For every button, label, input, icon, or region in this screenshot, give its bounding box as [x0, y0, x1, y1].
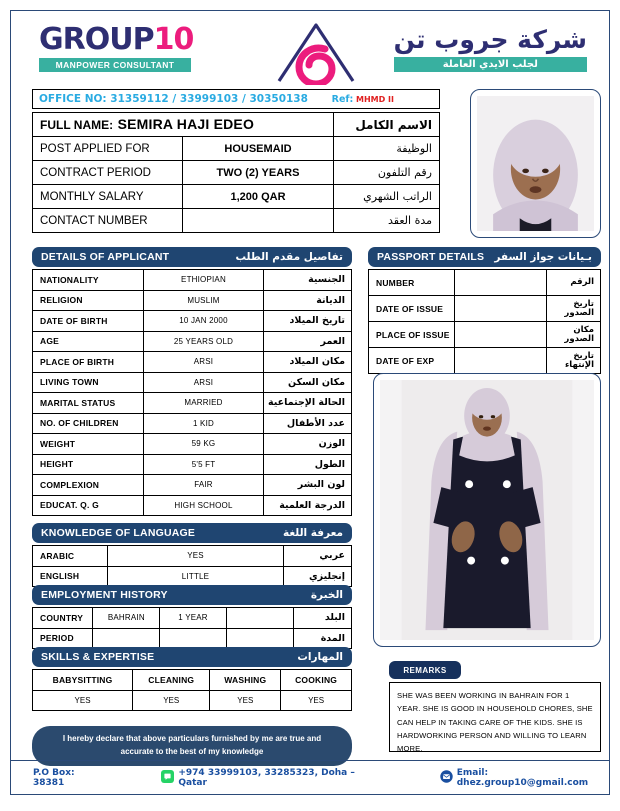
remarks-text: SHE WAS BEEN WORKING IN BAHRAIN FOR 1 YEAR. SHE IS GOOD IN HOUSEHOLD CHORES, SHE CAN HELP IN TAKING CARE OF THE KIDS. SHE IS HARDWORKING PERSON AND WILLING TO LEARN MORE.: [389, 682, 601, 752]
house-swirl-logo-icon: [273, 19, 359, 90]
language-table: [32, 545, 352, 587]
section-title-en: SKILLS & EXPERTISE: [41, 651, 155, 663]
row-label: NO. OF CHILDREN: [33, 413, 144, 434]
email-text: Email: dhez.group10@gmail.com: [456, 767, 589, 788]
row-arabic: عدد الأطفال: [264, 413, 352, 434]
row-value-3: [226, 628, 293, 649]
cv-sheet: [10, 10, 610, 795]
skills-table: [32, 669, 352, 711]
footer-phone: [161, 768, 369, 788]
row-arabic: الديانة: [264, 290, 352, 311]
table-row: [369, 322, 601, 348]
logo-group-text: GROUP: [39, 22, 154, 57]
row-label: POST APPLIED FOR: [33, 137, 183, 161]
table-row: [33, 311, 352, 332]
footer-email: [440, 768, 609, 788]
row-label: NATIONALITY: [33, 270, 144, 291]
row-value: 59 KG: [144, 434, 264, 455]
row-value-2: 1 YEAR: [160, 608, 227, 629]
section-title-ar: معرفة اللغة: [283, 527, 343, 539]
row-arabic: مكان الصدور: [547, 322, 601, 348]
section-title-en: DETAILS OF APPLICANT: [41, 251, 170, 263]
row-label: DATE OF BIRTH: [33, 311, 144, 332]
applicant-details-table: [32, 269, 352, 516]
table-row: [33, 209, 440, 233]
row-arabic: الوظيفة: [334, 137, 440, 161]
applicant-details-section: [32, 247, 352, 516]
row-value-1: BAHRAIN: [93, 608, 160, 629]
row-value-1: [93, 628, 160, 649]
remarks-section: [389, 661, 601, 752]
skill-header: COOKING: [281, 670, 352, 691]
table-row: [33, 113, 440, 137]
row-arabic: لون البشر: [264, 475, 352, 496]
document-footer: [11, 760, 609, 794]
row-value: 5'5 FT: [144, 454, 264, 475]
row-value: HOUSEMAID: [183, 137, 334, 161]
table-row: [33, 393, 352, 414]
table-row: [33, 413, 352, 434]
section-title-ar: بـيانات جواز السفر: [494, 251, 592, 263]
whatsapp-icon: [161, 770, 174, 786]
table-row: [33, 690, 352, 711]
row-arabic: مكان الميلاد: [264, 352, 352, 373]
row-label: CONTACT NUMBER: [33, 209, 183, 233]
table-row: [33, 628, 352, 649]
row-label: PLACE OF BIRTH: [33, 352, 144, 373]
row-label: COUNTRY: [33, 608, 93, 629]
table-row: [33, 372, 352, 393]
row-value: ARSI: [144, 372, 264, 393]
row-value: [455, 296, 547, 322]
headshot-photo: [477, 96, 594, 231]
table-row: [33, 454, 352, 475]
section-title-en: PASSPORT DETAILS: [377, 251, 485, 263]
row-arabic: إنجليزي: [284, 566, 352, 587]
table-row: [369, 296, 601, 322]
row-value-3: [226, 608, 293, 629]
section-title-ar: الخبرة: [310, 589, 343, 601]
reference-label: Ref:: [331, 93, 354, 105]
table-row: [369, 348, 601, 374]
row-arabic: الراتب الشهري: [334, 185, 440, 209]
row-value: 25 YEARS OLD: [144, 331, 264, 352]
employment-history-section: [32, 585, 352, 649]
logo-tagline: MANPOWER CONSULTANT: [39, 58, 191, 72]
row-value: [455, 322, 547, 348]
footer-pobox: [33, 768, 103, 788]
table-row: [33, 434, 352, 455]
skill-value: YES: [210, 690, 281, 711]
reference-value: MHMD II: [356, 94, 394, 104]
row-arabic: الدرجة العلمية: [264, 495, 352, 516]
office-number-bar: [32, 89, 440, 109]
row-label: DATE OF EXP: [369, 348, 455, 374]
row-label: CONTRACT PERIOD: [33, 161, 183, 185]
row-label: COMPLEXION: [33, 475, 144, 496]
row-label: RELIGION: [33, 290, 144, 311]
row-label: HEIGHT: [33, 454, 144, 475]
table-row: [33, 546, 352, 567]
skill-value: YES: [133, 690, 210, 711]
arabic-company-subtitle: لجلب الايدي العاملة: [394, 57, 587, 72]
phone-text: +974 33999103, 33285323, Doha – Qatar: [178, 767, 355, 788]
row-value: TWO (2) YEARS: [183, 161, 334, 185]
section-header-employment: [32, 585, 352, 605]
row-arabic: الحالة الإجتماعية: [264, 393, 352, 414]
row-value-2: [160, 628, 227, 649]
table-row: [33, 608, 352, 629]
language-section: [32, 523, 352, 587]
table-row: [33, 670, 352, 691]
row-value: [455, 270, 547, 296]
section-title-en: EMPLOYMENT HISTORY: [41, 589, 168, 601]
table-row: [33, 331, 352, 352]
row-value: LITTLE: [108, 566, 284, 587]
row-arabic: الطول: [264, 454, 352, 475]
fullbody-photo-frame: [373, 373, 601, 647]
row-label: DATE OF ISSUE: [369, 296, 455, 322]
applicant-summary-table: [32, 112, 440, 233]
row-value: 1 KID: [144, 413, 264, 434]
section-title-ar: المهارات: [297, 651, 343, 663]
table-row: [369, 270, 601, 296]
row-arabic: تاريخ الإنتهاء: [547, 348, 601, 374]
row-arabic: المدة: [293, 628, 351, 649]
table-row: [33, 161, 440, 185]
office-number-text: OFFICE NO: 31359112 / 33999103 / 30350138: [39, 93, 308, 105]
row-value: [455, 348, 547, 374]
fullbody-photo: [380, 380, 594, 640]
skill-header: WASHING: [210, 670, 281, 691]
table-row: [33, 495, 352, 516]
skill-value: YES: [281, 690, 352, 711]
row-arabic: مدة العقد: [334, 209, 440, 233]
row-arabic: الجنسية: [264, 270, 352, 291]
reference-block: [332, 94, 439, 105]
row-label: MARITAL STATUS: [33, 393, 144, 414]
table-row: [33, 185, 440, 209]
row-label: EDUCAT. Q. G: [33, 495, 144, 516]
email-icon: [440, 770, 453, 786]
arabic-company-title: شركة جروب تن: [393, 25, 587, 54]
employment-table: [32, 607, 352, 649]
row-label: NUMBER: [369, 270, 455, 296]
section-header-skills: [32, 647, 352, 667]
row-value: HIGH SCHOOL: [144, 495, 264, 516]
skills-section: [32, 647, 352, 711]
passport-details-section: [368, 247, 601, 374]
section-title-ar: تفاصيل مقدم الطلب: [235, 251, 343, 263]
row-label: WEIGHT: [33, 434, 144, 455]
row-label: PLACE OF ISSUE: [369, 322, 455, 348]
row-arabic: مكان السكن: [264, 372, 352, 393]
row-arabic: رقم التلفون: [334, 161, 440, 185]
row-label: MONTHLY SALARY: [33, 185, 183, 209]
row-arabic: الوزن: [264, 434, 352, 455]
logo-ten-text: 10: [153, 22, 194, 57]
section-header-passport: [368, 247, 601, 267]
row-arabic: عربي: [284, 546, 352, 567]
table-row: [33, 290, 352, 311]
skill-value: YES: [33, 690, 133, 711]
table-row: [33, 566, 352, 587]
row-arabic: تاريخ الصدور: [547, 296, 601, 322]
passport-table: [368, 269, 601, 374]
headshot-photo-frame: [470, 89, 601, 238]
table-row: [33, 352, 352, 373]
row-value: [183, 209, 334, 233]
remarks-tag: REMARKS: [389, 661, 461, 679]
row-arabic: البلد: [293, 608, 351, 629]
skill-header: CLEANING: [133, 670, 210, 691]
table-row: [33, 475, 352, 496]
row-label: AGE: [33, 331, 144, 352]
row-label: ENGLISH: [33, 566, 108, 587]
full-name-label: FULL NAME:: [40, 117, 114, 132]
row-label: ARABIC: [33, 546, 108, 567]
row-arabic: تاريخ الميلاد: [264, 311, 352, 332]
pobox-text: P.O Box: 38381: [33, 767, 75, 788]
table-row: [33, 137, 440, 161]
row-value: YES: [108, 546, 284, 567]
row-value: FAIR: [144, 475, 264, 496]
section-header-language: [32, 523, 352, 543]
row-label: PERIOD: [33, 628, 93, 649]
full-name-cell: [33, 113, 334, 137]
row-value: 10 JAN 2000: [144, 311, 264, 332]
row-arabic: الرقم: [547, 270, 601, 296]
arabic-brand-block: [394, 27, 587, 72]
row-arabic: العمر: [264, 331, 352, 352]
declaration-text: I hereby declare that above particulars furnished by me are true and accurate to the best of my knowledge: [62, 734, 322, 756]
row-value: MUSLIM: [144, 290, 264, 311]
row-value: ARSI: [144, 352, 264, 373]
section-title-en: KNOWLEDGE OF LANGUAGE: [41, 527, 196, 539]
full-name-value: SEMIRA HAJI EDEO: [117, 115, 255, 132]
row-label: LIVING TOWN: [33, 372, 144, 393]
row-value: MARRIED: [144, 393, 264, 414]
table-row: [33, 270, 352, 291]
company-logo: [39, 22, 199, 72]
row-value: ETHIOPIAN: [144, 270, 264, 291]
logo-wordmark: [39, 22, 199, 57]
section-header-applicant: [32, 247, 352, 267]
document-header: [11, 11, 609, 87]
skill-header: BABYSITTING: [33, 670, 133, 691]
full-name-arabic: الاسم الكامل: [334, 113, 440, 137]
row-value: 1,200 QAR: [183, 185, 334, 209]
